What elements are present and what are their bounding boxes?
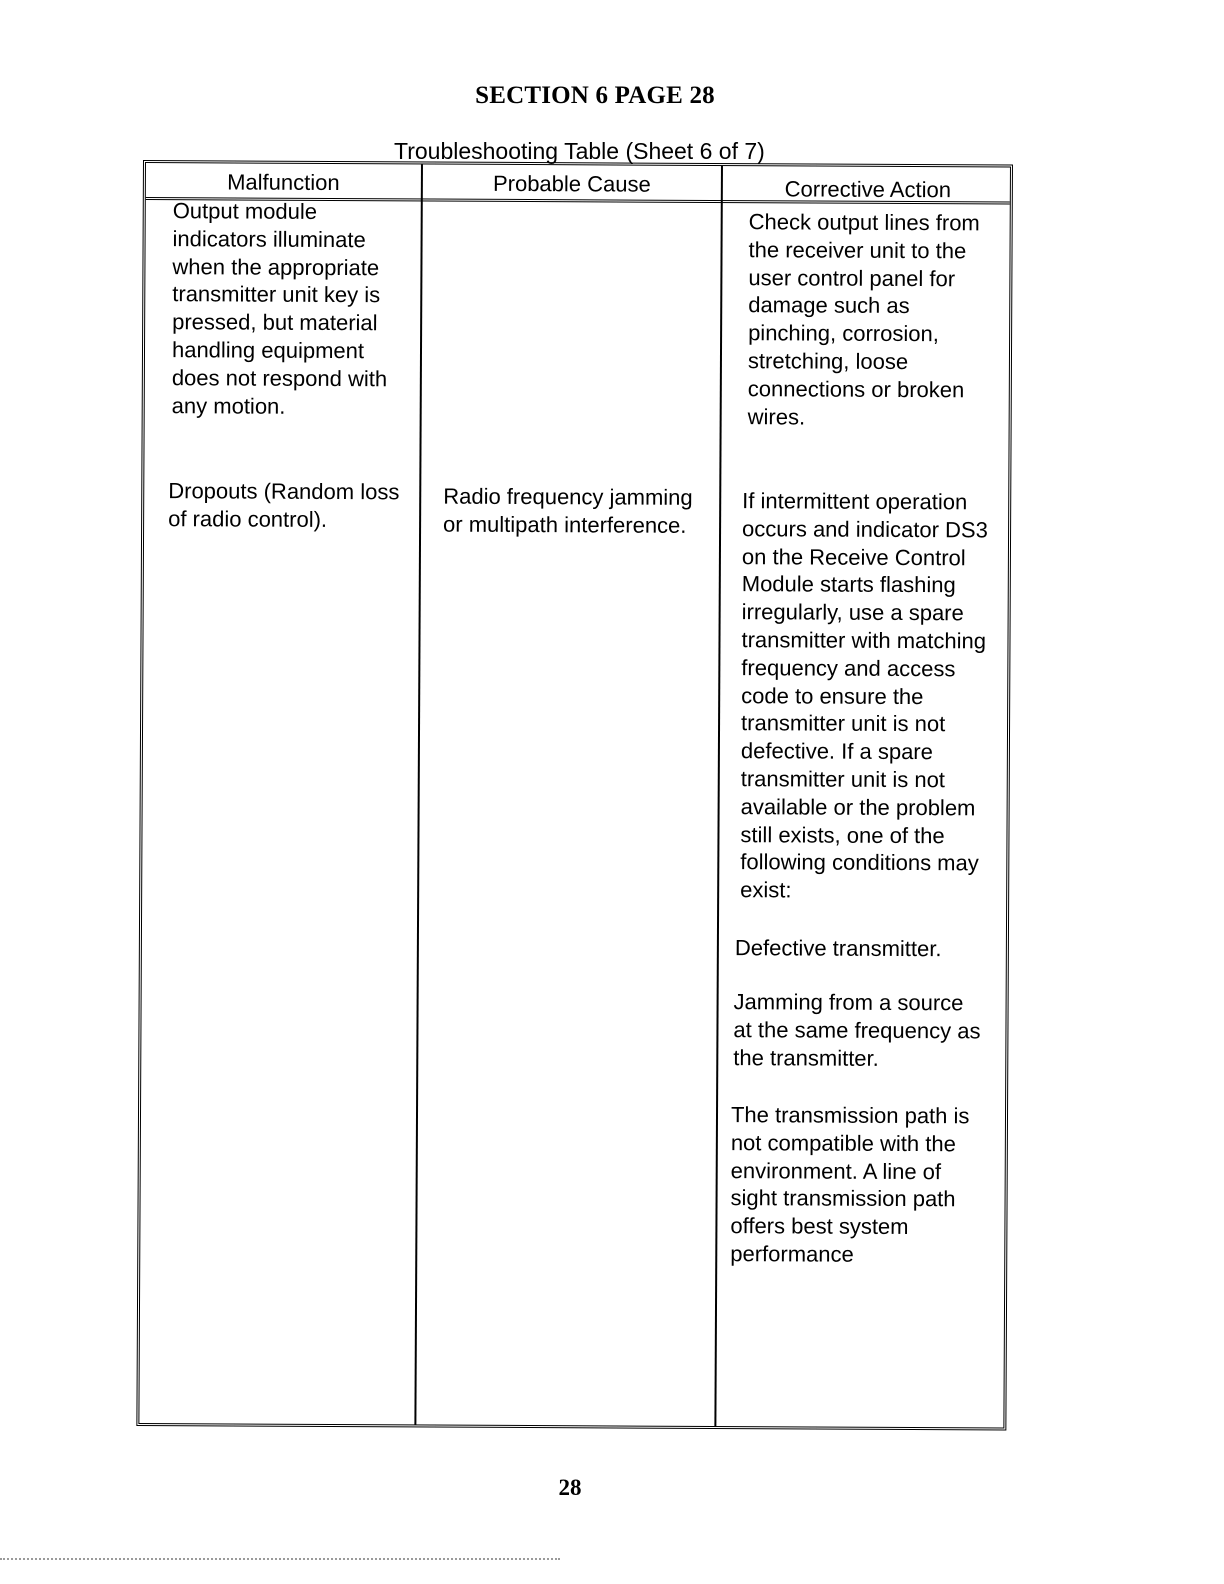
table-caption: Troubleshooting Table (Sheet 6 of 7) — [394, 138, 765, 164]
column-divider — [414, 164, 423, 1424]
column-header-probable-cause: Probable Cause — [492, 170, 651, 197]
row-1-malfunction: Output module indicators illuminate when the appropriate transmitter unit key is pressed, but material handling equipment does not respond with any motion. — [171, 198, 388, 419]
condition-item: Jamming from a source at the same frequency as the transmitter. — [733, 989, 981, 1071]
troubleshooting-table — [136, 160, 1013, 1431]
page-number: 28 — [558, 1475, 582, 1500]
condition-item: Defective transmitter. — [734, 935, 942, 962]
row-2-probable-cause: Radio frequency jamming or multipath interference. — [443, 483, 693, 538]
row-2-malfunction: Dropouts (Random loss of radio control). — [168, 478, 400, 532]
scan-artifact-line — [0, 1558, 560, 1560]
column-header-corrective-action: Corrective Action — [784, 176, 952, 203]
column-header-malfunction: Malfunction — [227, 169, 340, 196]
row-2-corrective-action: If intermittent operation occurs and indicator DS3 on the Receive Control Module starts flashing irregularly, use a spare transmitter with matching frequency and access code to ensure the transmitter unit is not defective. If a spare transmitter unit is not available or the problem still exists, one of the following conditions may exist: — [740, 488, 988, 903]
column-divider — [714, 166, 723, 1426]
row-1-corrective-action: Check output lines from the receiver unit to the user control panel for damage such as pinching, corrosion, stretching, loose connections or broken wires. — [747, 209, 980, 430]
condition-item: The transmission path is not compatible with the environment. A line of sight transmission path offers best system performance — [730, 1102, 970, 1267]
section-header: SECTION 6 PAGE 28 — [475, 82, 715, 109]
